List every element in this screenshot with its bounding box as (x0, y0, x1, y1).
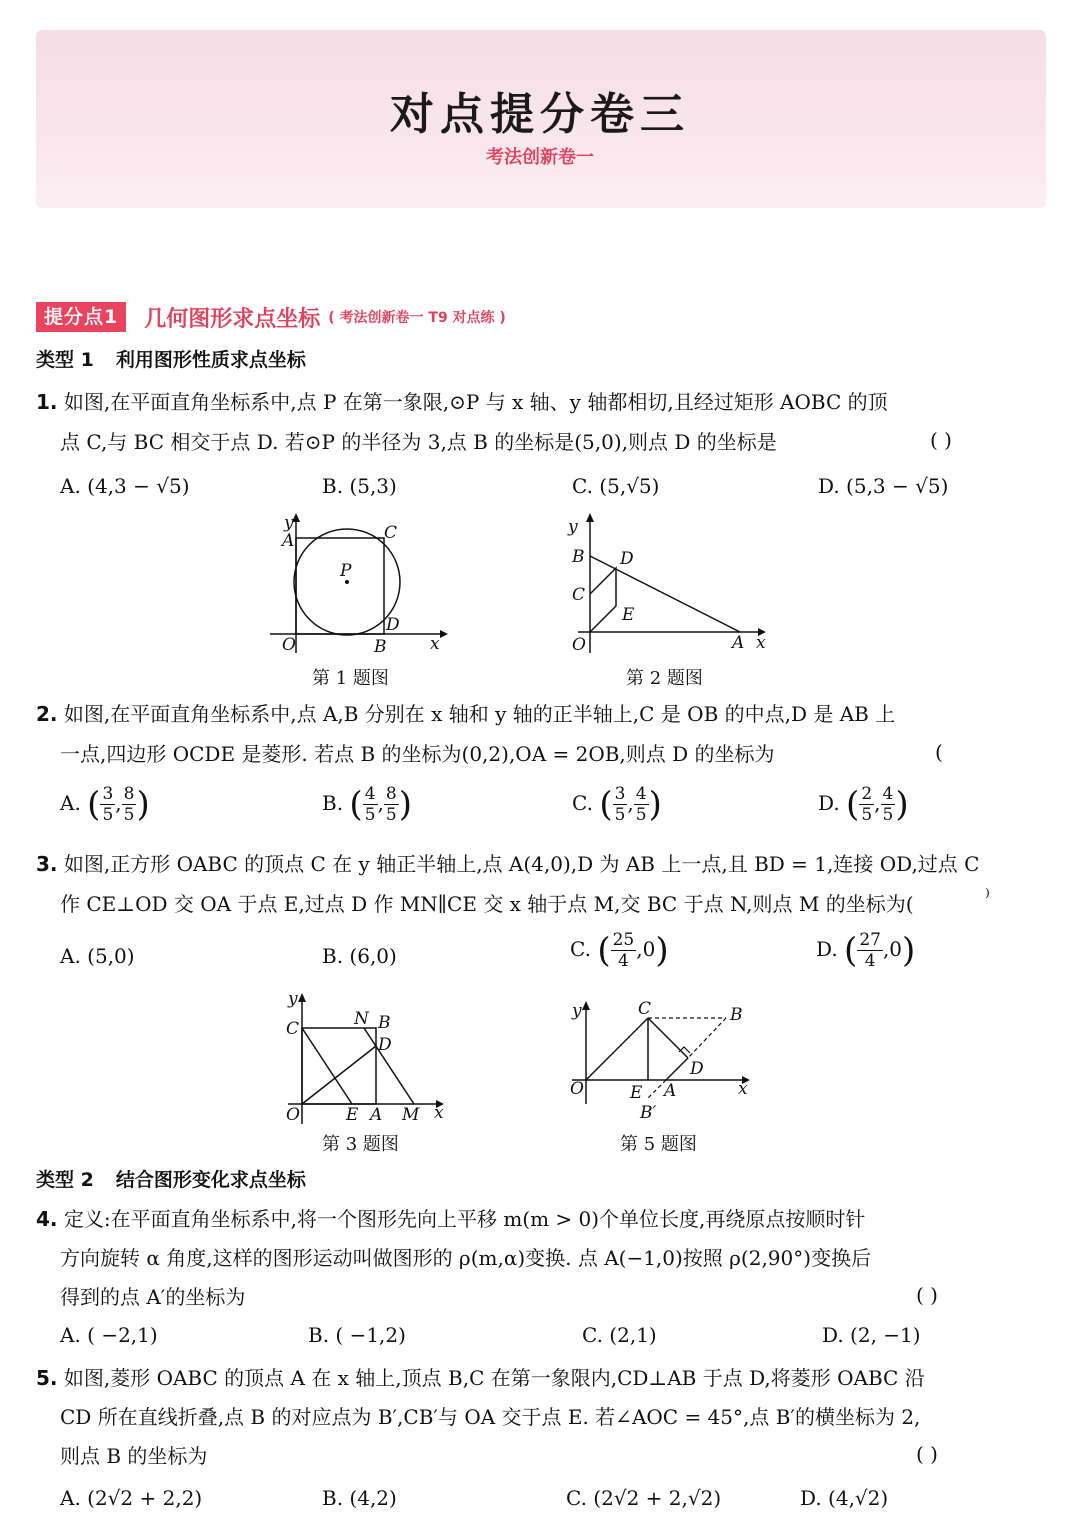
fig2-label-c: C (572, 585, 586, 605)
q4-line2: 方向旋转 α 角度,这样的图形运动叫做图形的 ρ(m,α)变换. 点 A(−1,0)按照 ρ(2,90°)变换后 (60, 1246, 872, 1270)
q1-text-1: 如图,在平面直角坐标系中,点 P 在第一象限,⊙P 与 x 轴、y 轴都相切,且经过矩形 AOBC 的顶 (63, 390, 888, 414)
type-title: 利用图形性质求点坐标 (115, 349, 306, 371)
q4-option-b: B. ( −1,2) (308, 1323, 406, 1347)
fig2-label-d: D (620, 549, 634, 569)
q2-option-c-letter: C. (572, 791, 593, 815)
type-number: 类型 2 (36, 1169, 94, 1191)
q3-option-c: C. ( $\frac{25}{4}$ ,0) (570, 930, 669, 971)
fig5-label-b: B (730, 1005, 743, 1025)
q2-c-num1: 3 (614, 784, 626, 804)
q4-line1 (36, 1203, 865, 1232)
fig1-label-b: B (374, 637, 387, 657)
q2-option-b: B. ( $\frac{4}{5}$ , $\frac{8}{5}$ ) (322, 784, 412, 825)
q2-d-num2: 4 (882, 784, 894, 804)
q2-b-den1: 5 (364, 805, 376, 825)
q2-b-num1: 4 (364, 784, 376, 804)
fig3-label-d: D (378, 1035, 392, 1055)
q2-answer-paren: ( (935, 740, 943, 764)
fig3-label-n: N (354, 1009, 369, 1029)
figure-1 (262, 508, 452, 658)
fig1-label-d: D (386, 615, 400, 635)
figure-5-caption: 第 5 题图 (620, 1134, 697, 1155)
q2-c-num2: 4 (635, 784, 647, 804)
q5-answer-paren: ( ) (916, 1442, 938, 1466)
q4-option-d: D. (2, −1) (822, 1323, 921, 1347)
q5-line2: CD 所在直线折叠,点 B 的对应点为 B′,CB′与 OA 交于点 E. 若∠AOC = 45°,点 B′的横坐标为 2, (60, 1405, 921, 1429)
q1-number: 1. (36, 390, 58, 414)
fig1-label-p: P (340, 561, 352, 581)
figure-2 (562, 508, 772, 658)
q2-option-d: D. ( $\frac{2}{5}$ , $\frac{4}{5}$ ) (818, 784, 909, 825)
fig5-label-e: E (630, 1083, 643, 1103)
q2-option-c: C. ( $\frac{3}{5}$ , $\frac{4}{5}$ ) (572, 784, 662, 825)
q4-text-1: 定义:在平面直角坐标系中,将一个图形先向上平移 m(m > 0)个单位长度,再绕原点按顺时针 (63, 1207, 866, 1231)
q3-option-b: B. (6,0) (322, 944, 397, 968)
page-title: 对点提分卷三 (390, 89, 690, 140)
q2-a-den2: 5 (123, 805, 135, 825)
fig3-label-o: O (286, 1105, 300, 1125)
q4-option-c: C. (2,1) (582, 1323, 657, 1347)
q3-d-den: 4 (864, 951, 876, 971)
figure-3-caption: 第 3 题图 (322, 1134, 399, 1155)
type-title: 结合图形变化求点坐标 (115, 1169, 306, 1191)
q2-c-den2: 5 (635, 805, 647, 825)
q1-line2: 点 C,与 BC 相交于点 D. 若⊙P 的半径为 3,点 B 的坐标是(5,0),则点 D 的坐标是 (60, 430, 777, 454)
q1-answer-paren: ( ) (930, 428, 952, 452)
q3-text-1: 如图,正方形 OABC 的顶点 C 在 y 轴正半轴上,点 A(4,0),D 为 AB 上一点,且 BD = 1,连接 OD,过点 C (63, 852, 980, 876)
q3-c-den: 4 (617, 951, 629, 971)
q1-option-b: B. (5,3) (322, 474, 397, 498)
q2-d-den1: 5 (861, 805, 873, 825)
q4-answer-paren: ( ) (916, 1283, 938, 1307)
q2-b-num2: 8 (385, 784, 397, 804)
q2-c-den1: 5 (614, 805, 626, 825)
q5-line1 (36, 1362, 925, 1391)
q5-line3: 则点 B 的坐标为 (60, 1444, 208, 1468)
q4-line3: 得到的点 A′的坐标为 (60, 1285, 246, 1309)
q2-d-den2: 5 (882, 805, 894, 825)
fig2-label-o: O (572, 635, 586, 655)
fig2-label-a: A (732, 633, 745, 653)
q2-a-num2: 8 (123, 784, 135, 804)
section-badge: 提分点1 (36, 302, 126, 332)
fig1-label-c: C (384, 523, 398, 543)
q3-option-d: D. ( $\frac{27}{4}$ ,0) (816, 930, 916, 971)
q2-option-d-letter: D. (818, 791, 840, 815)
fig3-label-m: M (402, 1105, 420, 1125)
fig3-label-x: x (434, 1103, 444, 1123)
fig3-label-e: E (346, 1105, 359, 1125)
fig3-label-b: B (378, 1013, 391, 1033)
q2-a-den1: 5 (102, 805, 114, 825)
figure-3 (280, 988, 460, 1128)
q5-option-a: A. (2√2 + 2,2) (60, 1486, 203, 1510)
q2-number: 2. (36, 702, 58, 726)
q3-option-d-letter: D. (816, 937, 838, 961)
fig2-label-b: B (572, 547, 585, 567)
q2-b-den2: 5 (385, 805, 397, 825)
q3-c-y: ,0 (636, 937, 656, 961)
q5-option-b: B. (4,2) (322, 1486, 397, 1510)
q4-option-a: A. ( −2,1) (60, 1323, 158, 1347)
q3-line1 (36, 848, 979, 877)
section-note: ( 考法创新卷一 T9 对点练 ) (328, 310, 506, 326)
fig5-label-y: y (572, 1001, 582, 1021)
q3-option-a: A. (5,0) (60, 944, 135, 968)
fig5-label-d: D (690, 1059, 704, 1079)
figure-2-caption: 第 2 题图 (626, 668, 703, 689)
q2-a-num1: 3 (102, 784, 114, 804)
q4-number: 4. (36, 1207, 58, 1231)
fig5-label-a: A (664, 1081, 677, 1101)
q2-text-1: 如图,在平面直角坐标系中,点 A,B 分别在 x 轴和 y 轴的正半轴上,C 是 OB 的中点,D 是 AB 上 (63, 702, 896, 726)
q2-d-num1: 2 (861, 784, 873, 804)
fig5-label-b-prime: B′ (640, 1103, 657, 1123)
q3-answer-paren: ⁾ (985, 884, 990, 908)
q1-option-d: D. (5,3 − √5) (818, 474, 949, 498)
fig5-label-o: O (570, 1079, 584, 1099)
q1-line1 (36, 386, 888, 415)
figure-5 (566, 994, 766, 1124)
q5-number: 5. (36, 1366, 58, 1390)
q1-option-a: A. (4,3 − √5) (60, 474, 190, 498)
q5-option-c: C. (2√2 + 2,√2) (566, 1486, 722, 1510)
fig1-label-o: O (282, 635, 296, 655)
fig2-label-x: x (756, 633, 766, 653)
fig1-label-x: x (430, 634, 440, 654)
type-heading-2 (36, 1165, 306, 1192)
q3-c-num: 25 (612, 930, 635, 950)
q3-number: 3. (36, 852, 58, 876)
fig1-label-a: A (282, 531, 295, 551)
section-title: 几何图形求点坐标 (144, 306, 321, 332)
fig1-label-y: y (284, 513, 294, 533)
q5-option-d: D. (4,√2) (800, 1486, 889, 1510)
fig3-label-y: y (288, 989, 298, 1009)
q2-option-b-letter: B. (322, 791, 344, 815)
q5-text-1: 如图,菱形 OABC 的顶点 A 在 x 轴上,顶点 B,C 在第一象限内,CD⊥AB 于点 D,将菱形 OABC 沿 (63, 1366, 925, 1390)
q3-option-c-letter: C. (570, 937, 591, 961)
section-heading (36, 302, 506, 332)
q2-option-a-letter: A. (60, 791, 81, 815)
fig2-label-e: E (622, 605, 635, 625)
q2-option-a: A. ( $\frac{3}{5}$ , $\frac{8}{5}$ ) (60, 784, 150, 825)
q3-d-y: ,0 (882, 937, 903, 961)
q3-d-num: 27 (859, 930, 881, 950)
fig5-label-c: C (638, 999, 652, 1019)
fig3-label-a: A (370, 1105, 383, 1125)
figure-1-caption: 第 1 题图 (312, 668, 389, 689)
fig5-label-x: x (738, 1079, 748, 1099)
q2-line1 (36, 698, 895, 727)
type-number: 类型 1 (36, 349, 94, 371)
q3-line2: 作 CE⊥OD 交 OA 于点 E,过点 D 作 MN∥CE 交 x 轴于点 M,交 BC 于点 N,则点 M 的坐标为( (60, 892, 914, 916)
q2-line2: 一点,四边形 OCDE 是菱形. 若点 B 的坐标为(0,2),OA = 2OB,则点 D 的坐标为 (60, 742, 775, 766)
type-heading-1 (36, 345, 306, 372)
fig2-label-y: y (568, 517, 578, 537)
page-subtitle: 考法创新卷一 (486, 147, 594, 168)
q1-option-c: C. (5,√5) (572, 474, 660, 498)
fig3-label-c: C (286, 1019, 300, 1039)
